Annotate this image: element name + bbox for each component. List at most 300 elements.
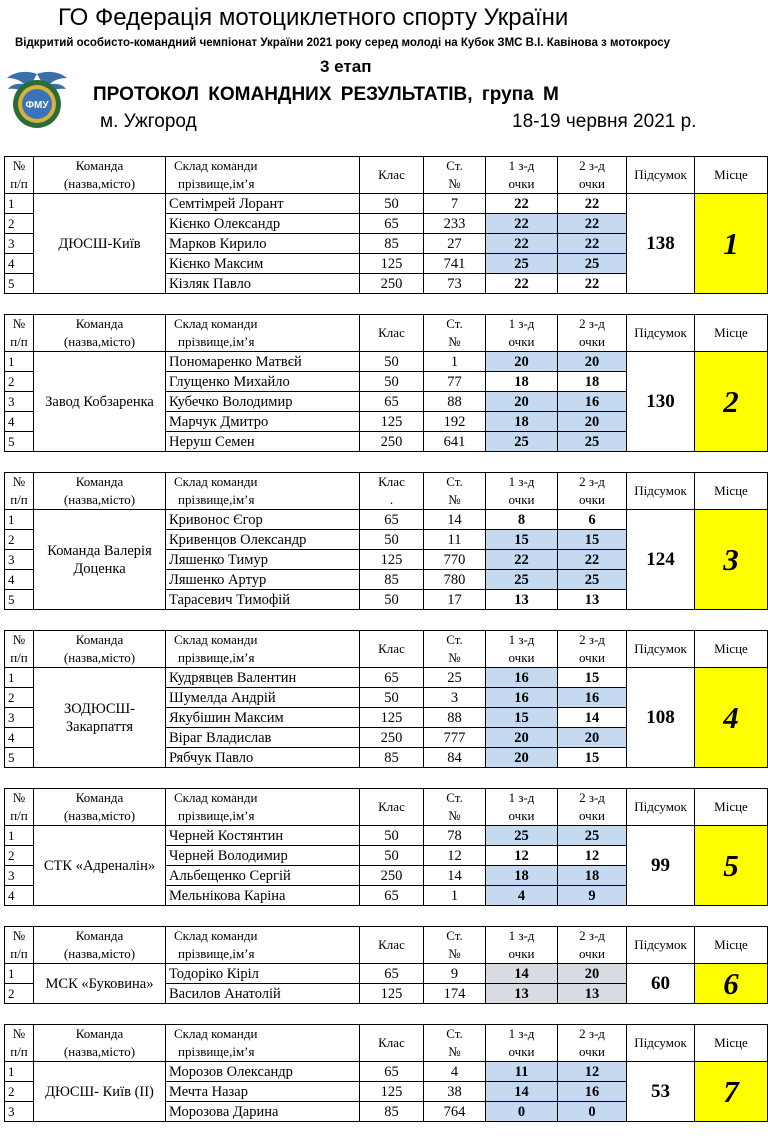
col-start-top: Ст. — [446, 316, 463, 331]
rider-number: 5 — [5, 274, 34, 294]
rider-name: Рябчук Павло — [166, 748, 360, 768]
rider-name: Пономаренко Матвєй — [166, 352, 360, 372]
race1-points: 22 — [486, 214, 558, 234]
col-race2-top: 2 з-д — [579, 632, 605, 647]
col-race1-bottom: очки — [508, 946, 535, 961]
rider-start-number: 233 — [424, 214, 486, 234]
col-num-bottom: п/п — [10, 946, 28, 961]
col-start-top: Ст. — [446, 474, 463, 489]
rider-number: 1 — [5, 964, 34, 984]
rider-name: Ляшенко Артур — [166, 570, 360, 590]
col-roster-top: Склад команди — [174, 928, 258, 943]
header-row — [5, 927, 768, 964]
rider-class: 65 — [360, 1062, 424, 1082]
col-race2-top: 2 з-д — [579, 1026, 605, 1041]
team-table — [4, 788, 768, 906]
col-num-bottom: п/п — [10, 1044, 28, 1059]
col-roster-bottom: прізвище,ім’я — [178, 492, 255, 507]
race2-points: 18 — [558, 866, 627, 886]
race1-points: 16 — [486, 668, 558, 688]
team-place: 1 — [695, 194, 768, 294]
race2-points: 12 — [558, 846, 627, 866]
rider-number: 2 — [5, 214, 34, 234]
col-team-bottom: (назва,місто) — [63, 650, 136, 665]
rider-start-number: 780 — [424, 570, 486, 590]
rider-class: 85 — [360, 570, 424, 590]
col-place-header: Місце — [695, 927, 768, 964]
col-num-header — [5, 789, 34, 826]
col-roster-header — [166, 789, 360, 826]
team-total: 130 — [627, 352, 695, 452]
col-roster-bottom: прізвище,ім’я — [178, 176, 255, 191]
col-class-header — [360, 1025, 424, 1062]
col-num-top: № — [12, 1026, 26, 1041]
team-name: ДЮСШ-Київ — [34, 194, 166, 294]
race2-points: 16 — [558, 688, 627, 708]
col-start-bottom: № — [448, 650, 461, 665]
race2-points: 20 — [558, 352, 627, 372]
col-race2-header — [558, 927, 627, 964]
race2-points: 16 — [558, 392, 627, 412]
rider-start-number: 78 — [424, 826, 486, 846]
rider-row — [5, 1062, 768, 1082]
rider-name: Ляшенко Тимур — [166, 550, 360, 570]
race1-points: 15 — [486, 708, 558, 728]
col-race1-top: 1 з-д — [508, 158, 535, 173]
team-place: 5 — [695, 826, 768, 906]
race1-points: 15 — [486, 530, 558, 550]
race1-points: 22 — [486, 274, 558, 294]
rider-start-number: 174 — [424, 984, 486, 1004]
race1-points: 22 — [486, 234, 558, 254]
race2-points: 22 — [558, 214, 627, 234]
race2-points: 25 — [558, 254, 627, 274]
col-place-header: Місце — [695, 1025, 768, 1062]
stage-label: 3 етап — [320, 57, 372, 76]
col-team-bottom: (назва,місто) — [63, 808, 136, 823]
col-start-header — [424, 157, 486, 194]
rider-number: 5 — [5, 590, 34, 610]
col-num-bottom: п/п — [10, 334, 28, 349]
team-place: 3 — [695, 510, 768, 610]
col-start-bottom: № — [448, 334, 461, 349]
col-team-top: Команда — [75, 474, 124, 489]
race1-points: 4 — [486, 886, 558, 906]
col-team-top: Команда — [75, 1026, 124, 1041]
rider-start-number: 1 — [424, 886, 486, 906]
rider-class: 125 — [360, 1082, 424, 1102]
federation-logo — [6, 64, 68, 132]
rider-name: Кізляк Павло — [166, 274, 360, 294]
col-race2-bottom: очки — [579, 808, 605, 823]
rider-number: 3 — [5, 392, 34, 412]
race2-points: 15 — [558, 668, 627, 688]
col-total-header: Підсумок — [627, 315, 695, 352]
race1-points: 25 — [486, 432, 558, 452]
col-roster-top: Склад команди — [174, 474, 258, 489]
team-total: 124 — [627, 510, 695, 610]
col-class-header — [360, 473, 424, 510]
col-race1-top: 1 з-д — [508, 316, 535, 331]
col-roster-bottom: прізвище,ім’я — [178, 334, 255, 349]
col-race1-header — [486, 157, 558, 194]
col-race2-top: 2 з-д — [579, 790, 605, 805]
col-race2-header — [558, 315, 627, 352]
col-roster-header — [166, 1025, 360, 1062]
col-total-header: Підсумок — [627, 1025, 695, 1062]
col-race1-header — [486, 631, 558, 668]
rider-name: Віраг Владислав — [166, 728, 360, 748]
col-place-header: Місце — [695, 789, 768, 826]
col-roster-bottom: прізвище,ім’я — [178, 650, 255, 665]
race1-points: 13 — [486, 590, 558, 610]
col-team-header — [34, 1025, 166, 1062]
team-table — [4, 630, 768, 768]
col-race1-top: 1 з-д — [508, 632, 535, 647]
rider-class: 50 — [360, 826, 424, 846]
col-place-header: Місце — [695, 315, 768, 352]
race1-points: 0 — [486, 1102, 558, 1122]
rider-number: 2 — [5, 530, 34, 550]
rider-class: 65 — [360, 964, 424, 984]
col-num-top: № — [12, 790, 26, 805]
col-start-header — [424, 631, 486, 668]
col-race1-bottom: очки — [508, 650, 535, 665]
race2-points: 13 — [558, 984, 627, 1004]
rider-start-number: 641 — [424, 432, 486, 452]
rider-number: 3 — [5, 1102, 34, 1122]
col-team-header — [34, 315, 166, 352]
race1-points: 18 — [486, 412, 558, 432]
col-team-bottom: (назва,місто) — [63, 176, 136, 191]
rider-start-number: 77 — [424, 372, 486, 392]
race2-points: 22 — [558, 274, 627, 294]
race2-points: 20 — [558, 728, 627, 748]
race1-points: 8 — [486, 510, 558, 530]
col-race2-header — [558, 789, 627, 826]
col-num-top: № — [12, 928, 26, 943]
rider-start-number: 11 — [424, 530, 486, 550]
team-table — [4, 472, 768, 610]
rider-name: Мельнікова Каріна — [166, 886, 360, 906]
col-race2-top: 2 з-д — [579, 474, 605, 489]
rider-number: 4 — [5, 412, 34, 432]
col-race2-bottom: очки — [579, 492, 605, 507]
col-num-bottom: п/п — [10, 492, 28, 507]
rider-name: Черней Володимир — [166, 846, 360, 866]
col-total-header: Підсумок — [627, 789, 695, 826]
rider-number: 3 — [5, 550, 34, 570]
col-start-header — [424, 1025, 486, 1062]
col-team-top: Команда — [75, 158, 124, 173]
col-race2-header — [558, 157, 627, 194]
race2-points: 25 — [558, 570, 627, 590]
team-total: 53 — [627, 1062, 695, 1122]
rider-start-number: 764 — [424, 1102, 486, 1122]
col-roster-bottom: прізвище,ім’я — [178, 808, 255, 823]
team-total: 108 — [627, 668, 695, 768]
col-race1-header — [486, 1025, 558, 1062]
rider-start-number: 14 — [424, 866, 486, 886]
team-table — [4, 314, 768, 452]
rider-name: Марчук Дмитро — [166, 412, 360, 432]
header-row — [5, 789, 768, 826]
col-class-label: Клас — [378, 641, 405, 656]
col-start-top: Ст. — [446, 790, 463, 805]
col-roster-top: Склад команди — [174, 316, 258, 331]
col-class-dot: . — [389, 492, 394, 507]
rider-row — [5, 510, 768, 530]
rider-number: 4 — [5, 254, 34, 274]
col-race1-header — [486, 473, 558, 510]
race2-points: 12 — [558, 1062, 627, 1082]
race1-points: 18 — [486, 866, 558, 886]
race2-points: 20 — [558, 412, 627, 432]
team-name: ДЮСШ- Київ (ІІ) — [34, 1062, 166, 1122]
col-race1-bottom: очки — [508, 1044, 535, 1059]
race1-points: 14 — [486, 964, 558, 984]
rider-class: 50 — [360, 372, 424, 392]
team-place: 6 — [695, 964, 768, 1004]
rider-name: Мечта Назар — [166, 1082, 360, 1102]
team-total: 138 — [627, 194, 695, 294]
col-total-header: Підсумок — [627, 157, 695, 194]
rider-name: Тарасевич Тимофій — [166, 590, 360, 610]
rider-start-number: 192 — [424, 412, 486, 432]
rider-class: 50 — [360, 530, 424, 550]
rider-name: Кудрявцев Валентин — [166, 668, 360, 688]
rider-class: 50 — [360, 352, 424, 372]
race2-points: 0 — [558, 1102, 627, 1122]
col-class-label: Клас — [378, 799, 405, 814]
col-race2-bottom: очки — [579, 946, 605, 961]
rider-number: 5 — [5, 748, 34, 768]
race2-points: 20 — [558, 964, 627, 984]
rider-number: 2 — [5, 846, 34, 866]
rider-start-number: 14 — [424, 510, 486, 530]
rider-name: Кієнко Максим — [166, 254, 360, 274]
col-start-header — [424, 315, 486, 352]
team-name: СТК «Адреналін» — [34, 826, 166, 906]
col-class-header — [360, 315, 424, 352]
race1-points: 20 — [486, 728, 558, 748]
rider-start-number: 7 — [424, 194, 486, 214]
col-race1-top: 1 з-д — [508, 928, 535, 943]
rider-class: 85 — [360, 1102, 424, 1122]
championship-subtitle: Відкритий особисто-командний чемпіонат України 2021 року серед молоді на Кубок ЗМС В.І. Кавінова з мотокросу — [15, 37, 671, 49]
rider-name: Шумелда Андрій — [166, 688, 360, 708]
col-race1-bottom: очки — [508, 176, 535, 191]
rider-row — [5, 964, 768, 984]
logo-text: ФМУ — [25, 100, 49, 111]
col-place-header: Місце — [695, 631, 768, 668]
rider-class: 85 — [360, 748, 424, 768]
col-race1-header — [486, 927, 558, 964]
col-num-header — [5, 631, 34, 668]
rider-start-number: 38 — [424, 1082, 486, 1102]
col-roster-top: Склад команди — [174, 632, 258, 647]
rider-start-number: 25 — [424, 668, 486, 688]
results-tables — [0, 156, 768, 1142]
col-num-header — [5, 1025, 34, 1062]
race2-points: 22 — [558, 550, 627, 570]
rider-start-number: 1 — [424, 352, 486, 372]
col-start-top: Ст. — [446, 1026, 463, 1041]
rider-start-number: 88 — [424, 708, 486, 728]
rider-class: 50 — [360, 590, 424, 610]
rider-name: Черней Костянтин — [166, 826, 360, 846]
team-place: 2 — [695, 352, 768, 452]
col-race2-bottom: очки — [579, 650, 605, 665]
rider-class: 250 — [360, 728, 424, 748]
col-start-top: Ст. — [446, 928, 463, 943]
col-num-bottom: п/п — [10, 650, 28, 665]
header-row — [5, 631, 768, 668]
col-class-label: Клас — [378, 325, 405, 340]
col-race2-header — [558, 1025, 627, 1062]
race1-points: 16 — [486, 688, 558, 708]
rider-start-number: 770 — [424, 550, 486, 570]
rider-number: 3 — [5, 866, 34, 886]
header-row — [5, 1025, 768, 1062]
rider-class: 65 — [360, 392, 424, 412]
team-name: МСК «Буковина» — [34, 964, 166, 1004]
col-class-header — [360, 631, 424, 668]
col-class-header — [360, 789, 424, 826]
col-place-header: Місце — [695, 473, 768, 510]
col-total-header: Підсумок — [627, 473, 695, 510]
race1-points: 25 — [486, 826, 558, 846]
col-race2-header — [558, 631, 627, 668]
event-date: 18-19 червня 2021 р. — [512, 111, 697, 132]
rider-class: 125 — [360, 708, 424, 728]
rider-name: Глущенко Михайло — [166, 372, 360, 392]
col-race1-top: 1 з-д — [508, 474, 535, 489]
race2-points: 25 — [558, 826, 627, 846]
header-row — [5, 315, 768, 352]
rider-class: 50 — [360, 194, 424, 214]
col-race1-header — [486, 315, 558, 352]
rider-start-number: 73 — [424, 274, 486, 294]
col-place-header: Місце — [695, 157, 768, 194]
rider-class: 50 — [360, 846, 424, 866]
col-roster-top: Склад команди — [174, 1026, 258, 1041]
rider-name: Кієнко Олександр — [166, 214, 360, 234]
race1-points: 22 — [486, 194, 558, 214]
race1-points: 14 — [486, 1082, 558, 1102]
col-team-top: Команда — [75, 316, 124, 331]
col-roster-bottom: прізвище,ім’я — [178, 946, 255, 961]
rider-number: 2 — [5, 688, 34, 708]
col-race2-header — [558, 473, 627, 510]
rider-number: 1 — [5, 194, 34, 214]
rider-start-number: 17 — [424, 590, 486, 610]
race1-points: 22 — [486, 550, 558, 570]
col-num-header — [5, 315, 34, 352]
rider-number: 1 — [5, 1062, 34, 1082]
col-start-bottom: № — [448, 1044, 461, 1059]
rider-name: Марков Кирило — [166, 234, 360, 254]
team-table — [4, 1024, 768, 1122]
rider-number: 2 — [5, 1082, 34, 1102]
col-team-bottom: (назва,місто) — [63, 1044, 136, 1059]
col-start-bottom: № — [448, 946, 461, 961]
col-roster-bottom: прізвище,ім’я — [178, 1044, 255, 1059]
rider-name: Кривонос Єгор — [166, 510, 360, 530]
col-race1-top: 1 з-д — [508, 1026, 535, 1041]
race1-points: 25 — [486, 570, 558, 590]
col-num-header — [5, 157, 34, 194]
rider-class: 125 — [360, 412, 424, 432]
rider-start-number: 27 — [424, 234, 486, 254]
col-race2-bottom: очки — [579, 334, 605, 349]
race1-points: 11 — [486, 1062, 558, 1082]
race2-points: 15 — [558, 748, 627, 768]
rider-row — [5, 826, 768, 846]
col-roster-header — [166, 927, 360, 964]
race1-points: 12 — [486, 846, 558, 866]
rider-row — [5, 668, 768, 688]
rider-number: 5 — [5, 432, 34, 452]
race1-points: 25 — [486, 254, 558, 274]
col-num-bottom: п/п — [10, 176, 28, 191]
col-start-top: Ст. — [446, 632, 463, 647]
col-race2-top: 2 з-д — [579, 928, 605, 943]
race2-points: 22 — [558, 194, 627, 214]
team-name: Команда Валерія Доценка — [34, 510, 166, 610]
col-roster-top: Склад команди — [174, 158, 258, 173]
rider-class: 125 — [360, 984, 424, 1004]
col-start-header — [424, 789, 486, 826]
col-num-top: № — [12, 474, 26, 489]
rider-class: 65 — [360, 886, 424, 906]
col-start-header — [424, 927, 486, 964]
col-roster-header — [166, 315, 360, 352]
col-total-header: Підсумок — [627, 927, 695, 964]
rider-name: Морозова Дарина — [166, 1102, 360, 1122]
race1-points: 20 — [486, 748, 558, 768]
col-race2-bottom: очки — [579, 176, 605, 191]
team-place: 7 — [695, 1062, 768, 1122]
col-team-header — [34, 927, 166, 964]
rider-name: Семтімрей Лорант — [166, 194, 360, 214]
race1-points: 18 — [486, 372, 558, 392]
col-team-header — [34, 473, 166, 510]
team-total: 99 — [627, 826, 695, 906]
col-start-top: Ст. — [446, 158, 463, 173]
rider-number: 1 — [5, 352, 34, 372]
col-race2-bottom: очки — [579, 1044, 605, 1059]
col-num-header — [5, 927, 34, 964]
rider-name: Неруш Семен — [166, 432, 360, 452]
col-class-label: Клас — [378, 1035, 405, 1050]
rider-class: 250 — [360, 274, 424, 294]
col-start-bottom: № — [448, 808, 461, 823]
col-team-top: Команда — [75, 928, 124, 943]
col-team-header — [34, 157, 166, 194]
rider-start-number: 4 — [424, 1062, 486, 1082]
organization-title: ГО Федерація мотоциклетного спорту України — [58, 4, 569, 31]
team-table — [4, 926, 768, 1004]
col-start-bottom: № — [448, 492, 461, 507]
team-place: 4 — [695, 668, 768, 768]
rider-number: 1 — [5, 510, 34, 530]
col-class-header — [360, 927, 424, 964]
race2-points: 22 — [558, 234, 627, 254]
race2-points: 18 — [558, 372, 627, 392]
rider-start-number: 777 — [424, 728, 486, 748]
rider-class: 250 — [360, 432, 424, 452]
